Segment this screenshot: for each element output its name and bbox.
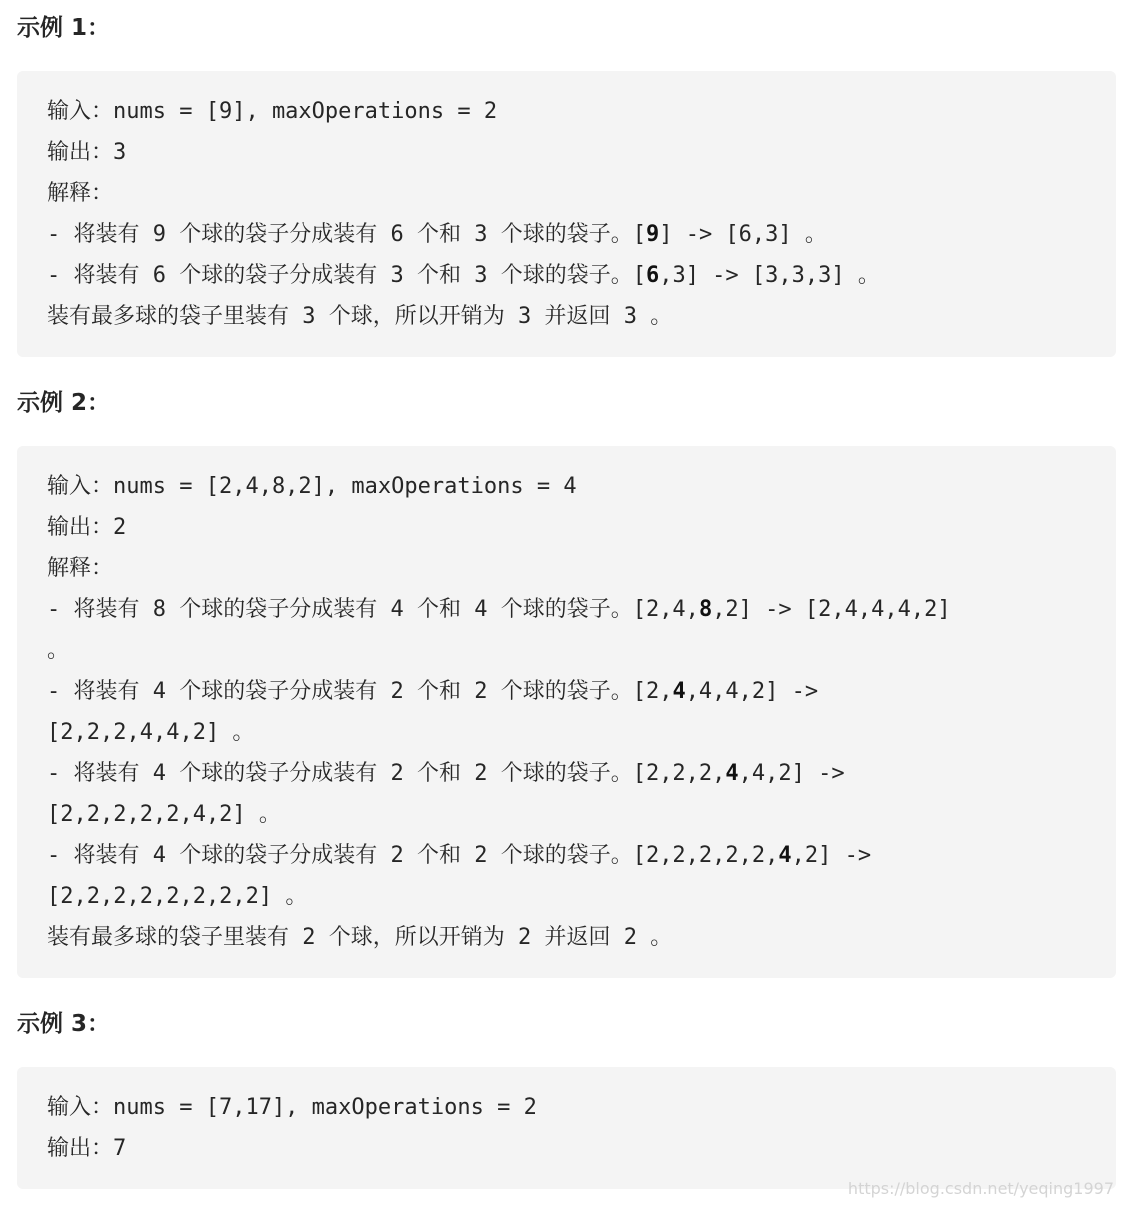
code-text: [2,2,2,2,2,2,2,2] 。	[47, 884, 308, 909]
code-line	[47, 1128, 1086, 1169]
example-1-code-block	[17, 71, 1116, 357]
example-3-code-block	[17, 1067, 1116, 1189]
code-text: - 将装有 4 个球的袋子分成装有 2 个和 2 个球的袋子。[2,	[47, 679, 673, 704]
example-3-heading: 示例 3：	[17, 1011, 111, 1037]
code-text: ,4,4,2] ->	[685, 679, 819, 704]
code-line	[47, 712, 1086, 753]
code-line	[47, 589, 1086, 630]
code-text: - 将装有 4 个球的袋子分成装有 2 个和 2 个球的袋子。[2,2,2,2,2,	[47, 843, 779, 868]
example-2-heading: 示例 2：	[17, 390, 111, 416]
code-line	[47, 466, 1086, 507]
code-text: 输入：nums = [9], maxOperations = 2	[47, 99, 498, 124]
code-text: 装有最多球的袋子里装有 2 个球，所以开销为 2 并返回 2 。	[47, 925, 673, 950]
code-text: - 将装有 9 个球的袋子分成装有 6 个和 3 个球的袋子。[	[47, 222, 646, 247]
code-text: 输出：2	[47, 515, 127, 540]
code-line	[47, 132, 1086, 173]
code-line	[47, 91, 1086, 132]
highlighted-value: 4	[672, 679, 686, 704]
code-line	[47, 753, 1086, 794]
code-text: ,2] -> [2,4,4,4,2]	[712, 597, 951, 622]
code-line	[47, 507, 1086, 548]
code-text: ,3] -> [3,3,3] 。	[659, 263, 880, 288]
code-line	[47, 296, 1086, 337]
code-line	[47, 173, 1086, 214]
code-text: 装有最多球的袋子里装有 3 个球，所以开销为 3 并返回 3 。	[47, 304, 673, 329]
code-line	[47, 671, 1086, 712]
code-text: 输出：7	[47, 1136, 127, 1161]
code-text: - 将装有 6 个球的袋子分成装有 3 个和 3 个球的袋子。[	[47, 263, 646, 288]
highlighted-value: 4	[778, 843, 792, 868]
code-line	[47, 630, 1086, 671]
code-text: [2,2,2,4,4,2] 。	[47, 720, 255, 745]
code-line	[47, 1087, 1086, 1128]
code-text: ,2] ->	[791, 843, 872, 868]
code-line	[47, 917, 1086, 958]
code-line	[47, 214, 1086, 255]
code-text: [2,2,2,2,2,4,2] 。	[47, 802, 281, 827]
code-text: - 将装有 4 个球的袋子分成装有 2 个和 2 个球的袋子。[2,2,2,	[47, 761, 726, 786]
code-text: 输入：nums = [2,4,8,2], maxOperations = 4	[47, 474, 577, 499]
highlighted-value: 6	[645, 263, 660, 288]
code-text: 。	[47, 638, 70, 663]
code-text: ] -> [6,3] 。	[659, 222, 827, 247]
code-line	[47, 876, 1086, 917]
code-text: 输出：3	[47, 140, 127, 165]
code-text: - 将装有 8 个球的袋子分成装有 4 个和 4 个球的袋子。[2,4,	[47, 597, 699, 622]
code-text: 输入：nums = [7,17], maxOperations = 2	[47, 1095, 537, 1120]
code-text: 解释：	[47, 181, 114, 206]
code-line	[47, 255, 1086, 296]
code-line	[47, 548, 1086, 589]
example-2-code-block	[17, 446, 1116, 978]
code-line	[47, 835, 1086, 876]
code-text: ,4,2] ->	[738, 761, 845, 786]
highlighted-value: 9	[645, 222, 660, 247]
code-text: 解释：	[47, 556, 114, 581]
watermark: https://blog.csdn.net/yeqing1997	[847, 1179, 1114, 1198]
highlighted-value: 8	[698, 597, 713, 622]
highlighted-value: 4	[725, 761, 739, 786]
example-1-heading: 示例 1：	[17, 15, 111, 41]
code-line	[47, 794, 1086, 835]
